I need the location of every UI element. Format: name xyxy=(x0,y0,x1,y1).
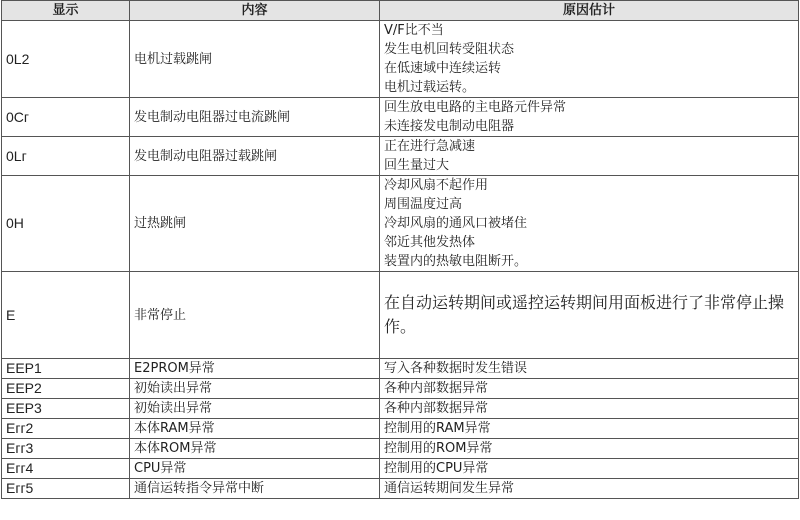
error-causes xyxy=(380,137,799,176)
error-code: EEP2 xyxy=(2,379,130,399)
error-causes: 各种内部数据异常 xyxy=(380,379,799,399)
cause-line: 未连接发电制动电阻器 xyxy=(384,119,515,134)
error-causes: 控制用的CPU异常 xyxy=(380,459,799,479)
error-causes: 控制用的RAM异常 xyxy=(380,419,799,439)
error-content: 发电制动电阻器过载跳闸 xyxy=(130,137,380,176)
error-content: 初始读出异常 xyxy=(130,379,380,399)
error-causes: 通信运转期间发生异常 xyxy=(380,479,799,499)
cause-line: 在低速域中连续运转 xyxy=(384,61,502,76)
cause-line: V/F比不当 xyxy=(384,23,444,38)
error-content: 发电制动电阻器过电流跳闸 xyxy=(130,98,380,137)
error-content: E2PROM异常 xyxy=(130,359,380,379)
error-content: 初始读出异常 xyxy=(130,399,380,419)
error-content: 过热跳闸 xyxy=(130,176,380,272)
cause-line: 冷却风扇的通风口被堵住 xyxy=(384,216,528,231)
table-row xyxy=(2,21,799,98)
cause-line: 回生量过大 xyxy=(384,158,450,173)
error-code-table xyxy=(1,0,799,499)
error-content: CPU异常 xyxy=(130,459,380,479)
error-code: 0L2 xyxy=(2,21,130,98)
table-row xyxy=(2,439,799,459)
header-display: 显示 xyxy=(2,1,130,21)
table-row xyxy=(2,399,799,419)
error-code: EEP3 xyxy=(2,399,130,419)
error-code: 0Lᴦ xyxy=(2,137,130,176)
error-causes: 写入各种数据时发生错误 xyxy=(380,359,799,379)
cause-line: 周围温度过高 xyxy=(384,197,463,212)
error-causes xyxy=(380,21,799,98)
cause-line: 装置内的热敏电阻断开。 xyxy=(384,254,528,269)
error-code: E xyxy=(2,272,130,359)
table-row xyxy=(2,272,799,359)
error-code: Eᴦᴦ4 xyxy=(2,459,130,479)
error-causes xyxy=(380,272,799,359)
cause-line: 回生放电电路的主电路元件异常 xyxy=(384,100,567,115)
table-row xyxy=(2,98,799,137)
error-causes xyxy=(380,176,799,272)
table-row xyxy=(2,379,799,399)
error-causes xyxy=(380,98,799,137)
cause-line: 邻近其他发热体 xyxy=(384,235,476,250)
error-code: Eᴦᴦ2 xyxy=(2,419,130,439)
table-row xyxy=(2,419,799,439)
cause-line: 在自动运转期间或遥控运转期间用面板进行了非常停止操作。 xyxy=(384,293,785,336)
cause-line: 电机过载运转。 xyxy=(384,80,476,95)
table-row xyxy=(2,479,799,499)
error-code: EEP1 xyxy=(2,359,130,379)
error-causes: 各种内部数据异常 xyxy=(380,399,799,419)
error-content: 通信运转指令异常中断 xyxy=(130,479,380,499)
error-code: Eᴦᴦ3 xyxy=(2,439,130,459)
table-row xyxy=(2,137,799,176)
error-content: 本体ROM异常 xyxy=(130,439,380,459)
cause-line: 正在进行急减速 xyxy=(384,139,476,154)
table-row xyxy=(2,459,799,479)
error-causes: 控制用的ROM异常 xyxy=(380,439,799,459)
table-row xyxy=(2,359,799,379)
error-content: 本体RAM异常 xyxy=(130,419,380,439)
cause-line: 冷却风扇不起作用 xyxy=(384,178,489,193)
cause-line: 发生电机回转受阻状态 xyxy=(384,42,515,57)
header-row xyxy=(2,1,799,21)
error-code: 0H xyxy=(2,176,130,272)
error-content: 非常停止 xyxy=(130,272,380,359)
header-cause: 原因估计 xyxy=(380,1,799,21)
error-content: 电机过载跳闸 xyxy=(130,21,380,98)
header-content: 内容 xyxy=(130,1,380,21)
error-code: 0Cᴦ xyxy=(2,98,130,137)
error-code: Eᴦᴦ5 xyxy=(2,479,130,499)
table-row xyxy=(2,176,799,272)
